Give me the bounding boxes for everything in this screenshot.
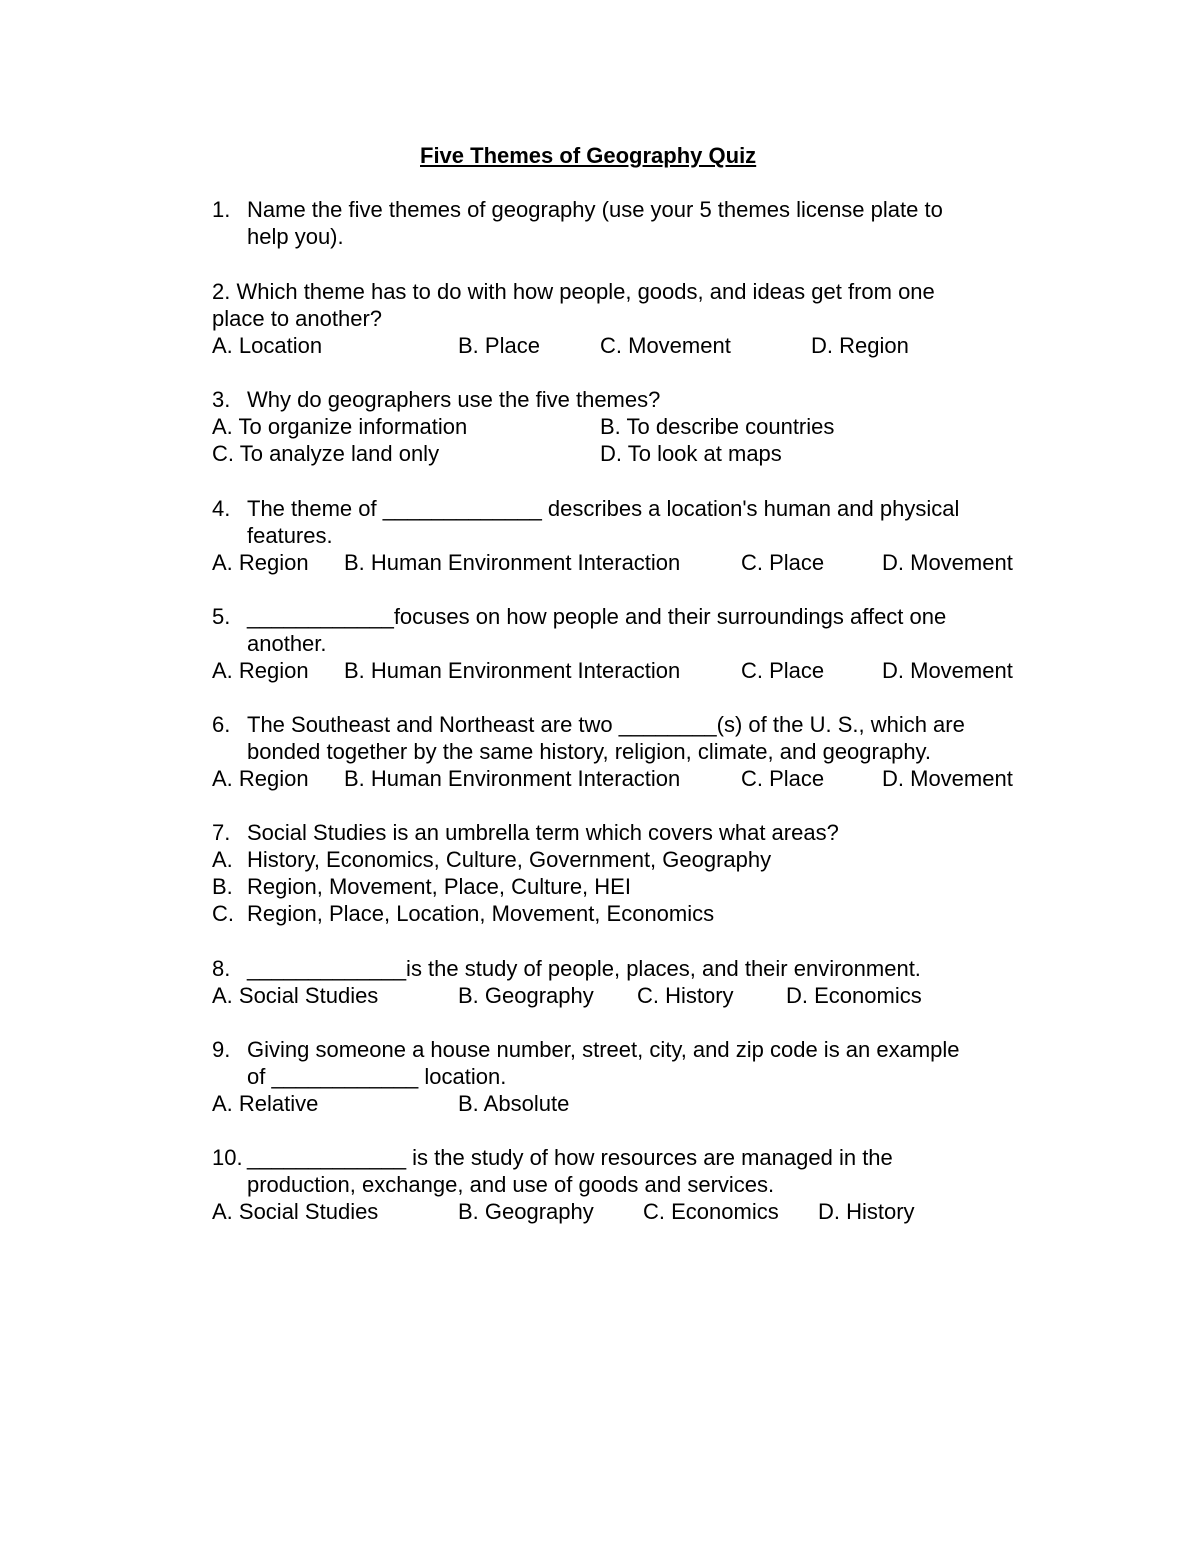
question-3-option-b: B. To describe countries xyxy=(600,414,835,439)
question-4-number: 4. xyxy=(212,496,231,521)
question-4-option-b: B. Human Environment Interaction xyxy=(344,550,681,575)
question-5-option-b: B. Human Environment Interaction xyxy=(344,658,681,683)
question-6-text-line-2: bonded together by the same history, religion, climate, and geography. xyxy=(247,739,932,764)
question-9-option-a: A. Relative xyxy=(212,1091,319,1116)
question-6-option-a: A. Region xyxy=(212,766,309,791)
question-2-option-c: C. Movement xyxy=(600,333,731,358)
question-5-number: 5. xyxy=(212,604,231,629)
question-7-option-a: History, Economics, Culture, Government, Geography xyxy=(247,847,772,872)
question-3-option-d: D. To look at maps xyxy=(600,441,782,466)
question-6-number: 6. xyxy=(212,712,231,737)
question-4-text-line-1: The theme of _____________ describes a location's human and physical xyxy=(247,496,960,521)
question-2-text-line-1: 2. Which theme has to do with how people, goods, and ideas get from one xyxy=(212,279,935,304)
question-1-text-line-2: help you). xyxy=(247,224,344,249)
question-9-number: 9. xyxy=(212,1037,231,1062)
question-7-letter-a: A. xyxy=(212,847,233,872)
question-7-letter-c: C. xyxy=(212,901,234,926)
question-6-option-d: D. Movement xyxy=(882,766,1013,791)
question-4-option-d: D. Movement xyxy=(882,550,1013,575)
question-2-option-d: D. Region xyxy=(811,333,909,358)
question-4-option-a: A. Region xyxy=(212,550,309,575)
question-10-number: 10. xyxy=(212,1145,243,1170)
question-2-option-b: B. Place xyxy=(458,333,540,358)
question-5-text-line-2: another. xyxy=(247,631,327,656)
question-8-option-c: C. History xyxy=(637,983,734,1008)
question-9-text-line-1: Giving someone a house number, street, city, and zip code is an example xyxy=(247,1037,960,1062)
question-3-option-c: C. To analyze land only xyxy=(212,441,440,466)
question-3-number: 3. xyxy=(212,387,231,412)
question-7-text-line-1: Social Studies is an umbrella term which covers what areas? xyxy=(247,820,839,845)
question-3-text-line-1: Why do geographers use the five themes? xyxy=(247,387,661,412)
question-8-number: 8. xyxy=(212,956,231,981)
question-6-text-line-1: The Southeast and Northeast are two ________(s) of the U. S., which are xyxy=(247,712,965,737)
question-10-text-line-2: production, exchange, and use of goods and services. xyxy=(247,1172,775,1197)
question-4-text-line-2: features. xyxy=(247,523,333,548)
question-8-option-d: D. Economics xyxy=(786,983,922,1008)
question-3-option-a: A. To organize information xyxy=(212,414,468,439)
question-10-option-b: B. Geography xyxy=(458,1199,594,1224)
page-title: Five Themes of Geography Quiz xyxy=(420,143,757,168)
question-2-option-a: A. Location xyxy=(212,333,323,358)
question-4-option-c: C. Place xyxy=(741,550,825,575)
question-9-option-b: B. Absolute xyxy=(458,1091,570,1116)
question-1-text-line-1: Name the five themes of geography (use your 5 themes license plate to xyxy=(247,197,943,222)
question-8-text-line-1: _____________is the study of people, places, and their environment. xyxy=(247,956,921,981)
question-7-option-c: Region, Place, Location, Movement, Economics xyxy=(247,901,715,926)
question-9-text-line-2: of ____________ location. xyxy=(247,1064,507,1089)
question-10-option-c: C. Economics xyxy=(643,1199,779,1224)
question-6-option-b: B. Human Environment Interaction xyxy=(344,766,681,791)
question-5-option-a: A. Region xyxy=(212,658,309,683)
question-8-option-a: A. Social Studies xyxy=(212,983,379,1008)
question-5-option-d: D. Movement xyxy=(882,658,1013,683)
question-7-option-b: Region, Movement, Place, Culture, HEI xyxy=(247,874,631,899)
question-10-option-a: A. Social Studies xyxy=(212,1199,379,1224)
question-10-option-d: D. History xyxy=(818,1199,915,1224)
question-8-option-b: B. Geography xyxy=(458,983,594,1008)
question-7-letter-b: B. xyxy=(212,874,233,899)
question-6-option-c: C. Place xyxy=(741,766,825,791)
question-1-number: 1. xyxy=(212,197,231,222)
question-2-text-line-2: place to another? xyxy=(212,306,383,331)
question-10-text-line-1: _____________ is the study of how resources are managed in the xyxy=(247,1145,893,1170)
question-7-number: 7. xyxy=(212,820,231,845)
question-5-text-line-1: ____________focuses on how people and their surroundings affect one xyxy=(247,604,947,629)
question-5-option-c: C. Place xyxy=(741,658,825,683)
